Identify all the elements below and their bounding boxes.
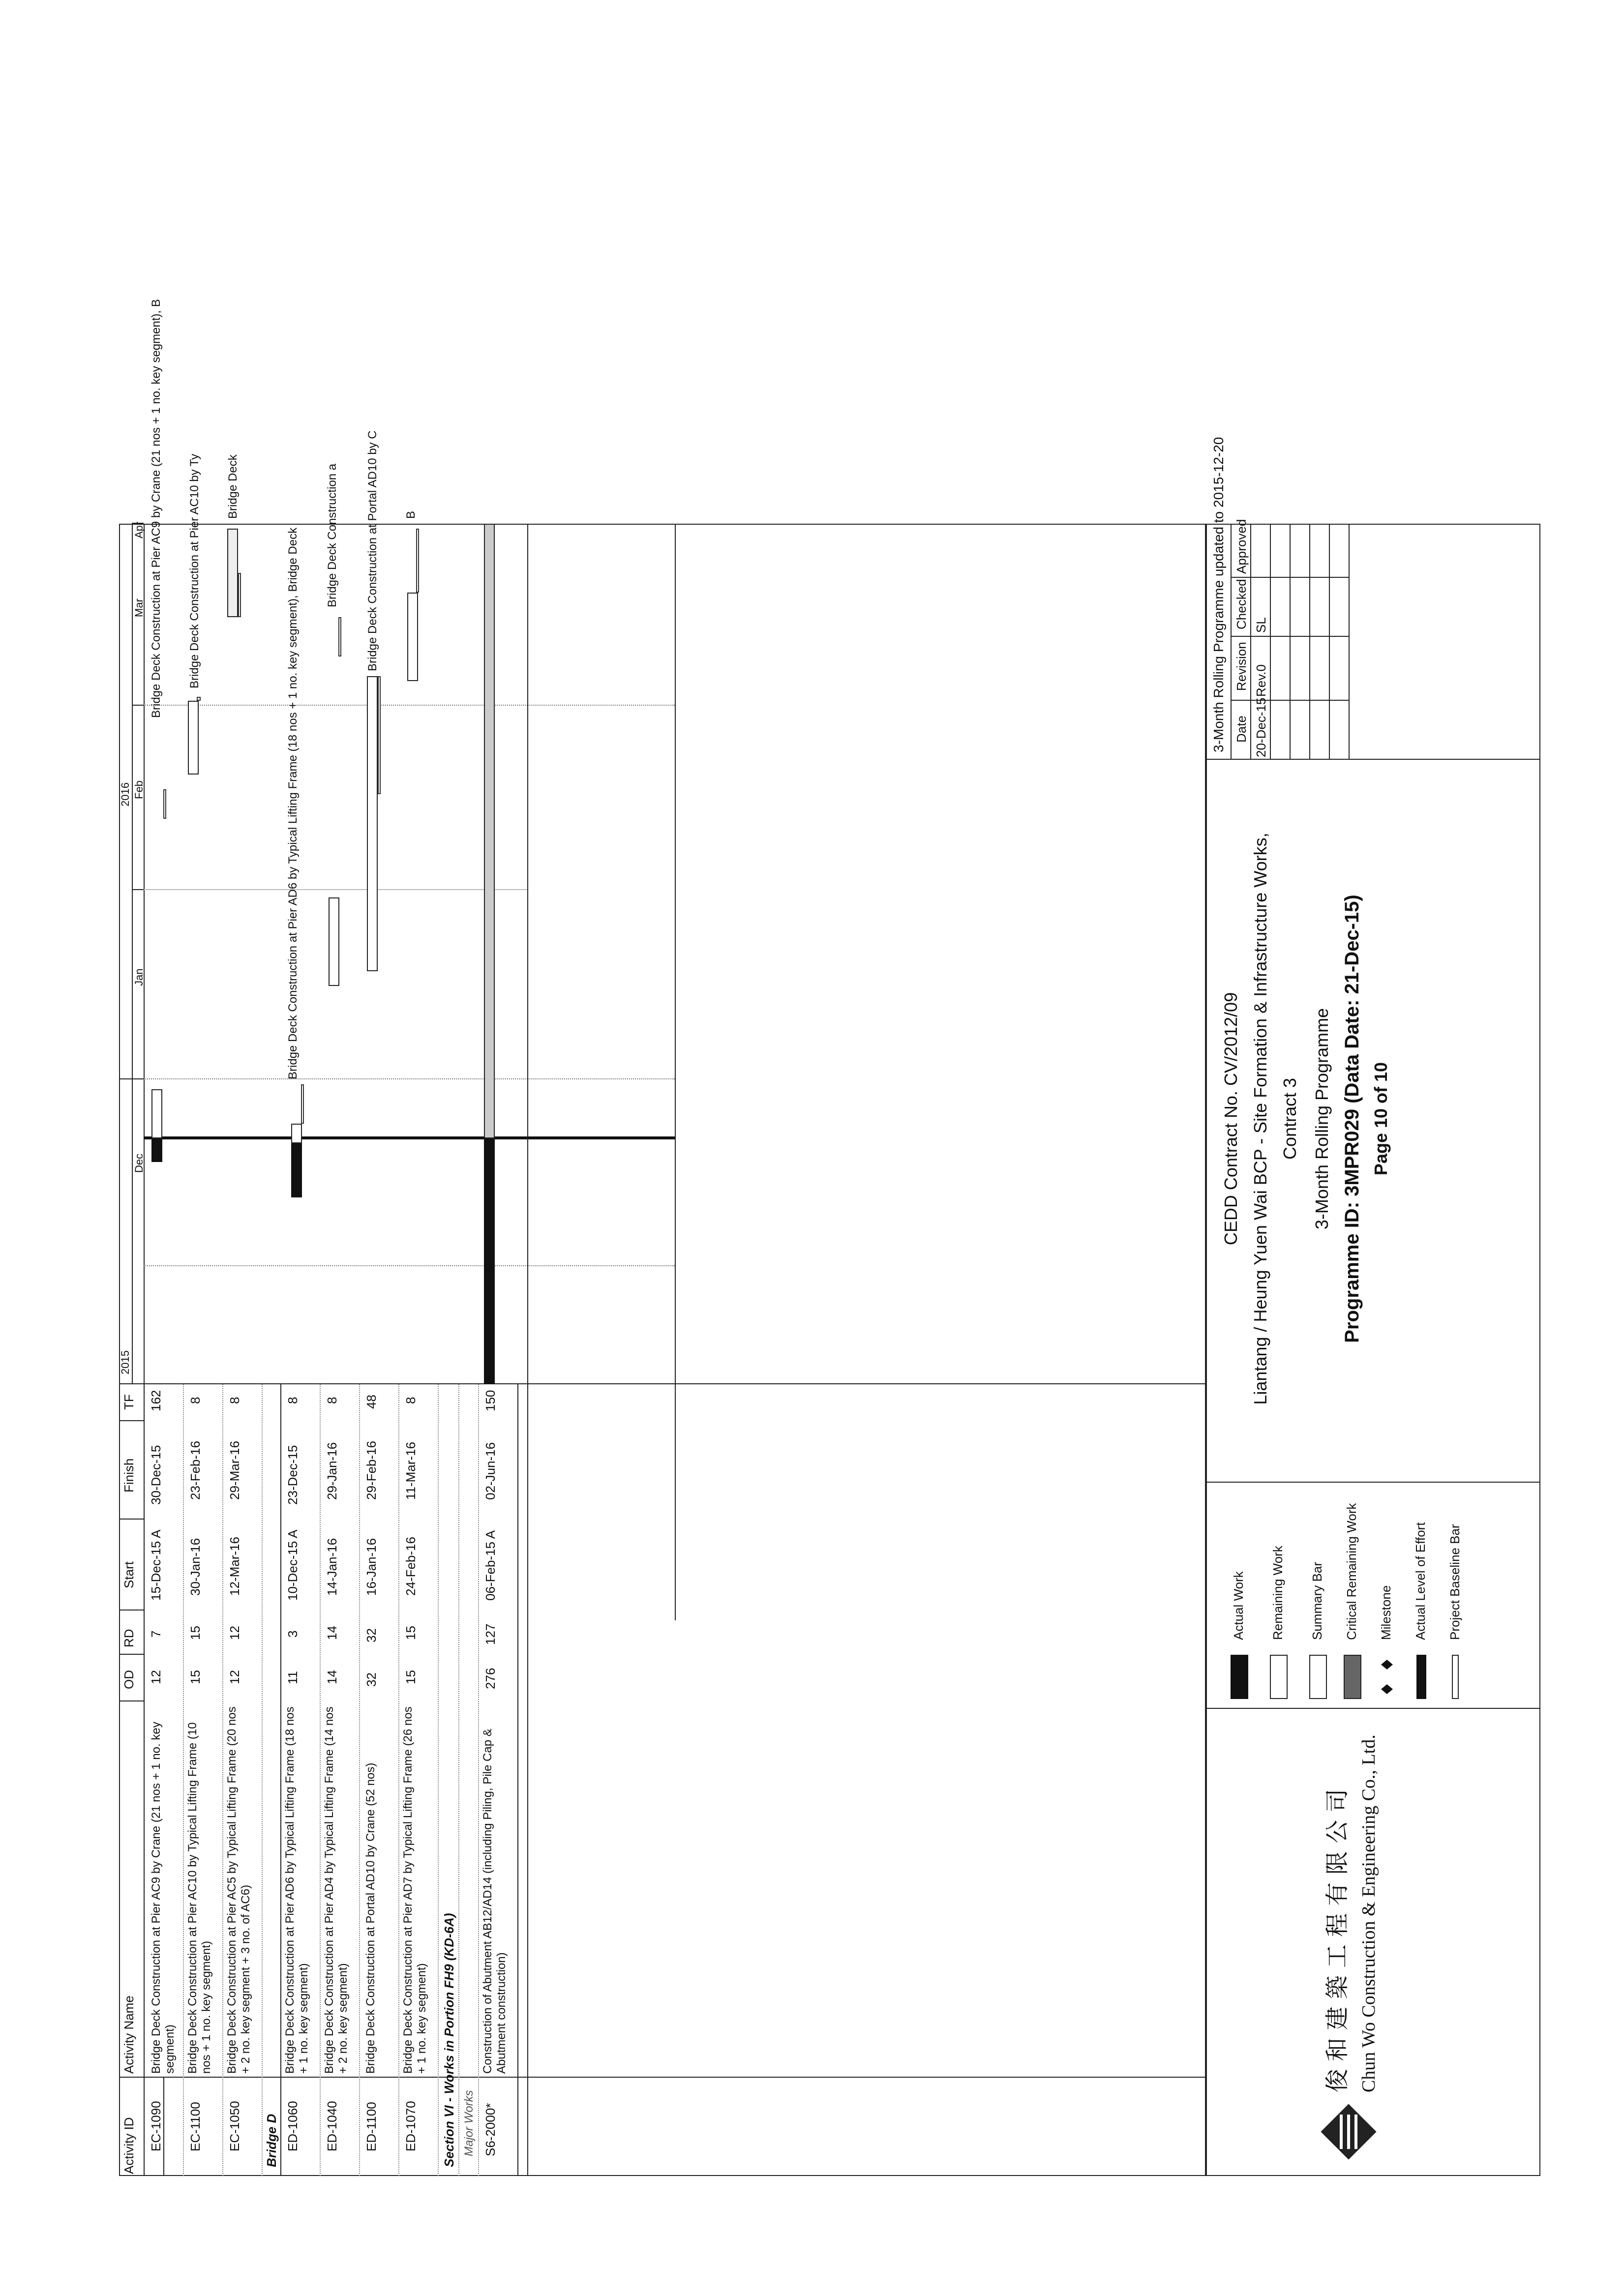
- remaining-work-bar: [407, 593, 418, 681]
- legend-label: Summary Bar: [1310, 1562, 1324, 1640]
- rev-revision: Rev.0: [1254, 664, 1268, 697]
- activity-name: Bridge Deck Construction at Pier AD6 by Typical Lifting Frame (18 nos + 1 no. key segment): [283, 1706, 310, 2074]
- bar-label: B: [404, 510, 418, 519]
- baseline-bar: [416, 529, 419, 593]
- bar-label: Bridge Deck Construction at Pier AC10 by Ty: [188, 453, 201, 688]
- legend-label: Actual Level of Effort: [1413, 1522, 1428, 1640]
- remaining-work-bar: [367, 676, 378, 971]
- baseline-bar: [197, 697, 201, 701]
- baseline-bar: [301, 1084, 304, 1124]
- remaining-work-bar: [227, 529, 238, 617]
- col-start: Start: [121, 1561, 136, 1588]
- col-od: OD: [121, 1670, 136, 1689]
- finish-value: 29-Feb-16: [364, 1441, 379, 1500]
- tf-value: 8: [227, 1397, 242, 1404]
- subsection-heading: Major Works: [462, 2090, 476, 2156]
- remaining-work-bar: [291, 1124, 302, 1143]
- start-value: 24-Feb-16: [403, 1537, 418, 1596]
- legend-label: Critical Remaining Work: [1344, 1503, 1359, 1640]
- remaining-work-bar: [151, 1089, 162, 1138]
- section-heading: Section VI - Works in Portion FH9 (KD-6A): [442, 1913, 456, 2167]
- od-value: 32: [364, 1672, 379, 1687]
- start-value: 15-Dec-15 A: [149, 1529, 163, 1601]
- finish-value: 23-Dec-15: [285, 1445, 300, 1505]
- col-rd: RD: [121, 1629, 136, 1647]
- activity-name: Bridge Deck Construction at Pier AC5 by Typical Lifting Frame (20 nos + 2 no. key segment + 3 no. of AC6): [225, 1706, 252, 2074]
- company-name-en: Chun Wo Construction & Engineering Co., Ltd.: [1358, 1734, 1379, 2092]
- activity-name: Bridge Deck Construction at Portal AD10 by Crane (52 nos): [364, 1762, 377, 2074]
- group-bridge-d: Bridge D: [264, 2114, 279, 2167]
- bar-label: Bridge Deck Construction at Pier AD6 by Typical Lifting Frame (18 nos + 1 no. key segment), Bridge Deck: [286, 527, 300, 1079]
- activity-name: Bridge Deck Construction at Pier AC9 by Crane (21 nos + 1 no. key segment): [150, 1722, 177, 2074]
- tf-value: 48: [364, 1395, 379, 1409]
- rev-header-checked: Checked: [1234, 579, 1249, 629]
- month-mar: Mar: [133, 598, 145, 617]
- contract-label: Contract 3: [1280, 1077, 1300, 1160]
- activity-id: ED-1070: [403, 2101, 418, 2151]
- activity-name: Bridge Deck Construction at Pier AC10 by Typical Lifting Frame (10 nos + 1 no. key segment): [186, 1722, 213, 2074]
- revision-title: 3-Month Rolling Programme updated to 2015-12-20: [1211, 437, 1226, 752]
- rev-checked: SL: [1254, 617, 1268, 633]
- rd-value: 15: [188, 1626, 203, 1640]
- col-finish: Finish: [121, 1458, 136, 1492]
- baseline-bar: [338, 617, 341, 656]
- od-value: 276: [483, 1668, 498, 1689]
- remaining-work-bar: [484, 524, 495, 1138]
- start-value: 06-Feb-15 A: [483, 1530, 498, 1601]
- od-value: 11: [285, 1671, 300, 1684]
- company-name-zh: 俊 和 建 築 工 程 有 限 公 司: [1323, 1789, 1351, 2092]
- rd-value: 32: [364, 1628, 379, 1642]
- bar-label: Bridge Deck Construction at Portal AD10 by C: [366, 430, 379, 671]
- rotated-page: [114, 204, 1540, 2181]
- legend-label: Project Baseline Bar: [1447, 1524, 1462, 1640]
- remaining-work-bar: [329, 897, 339, 986]
- od-value: 12: [227, 1670, 242, 1684]
- activity-id: EC-1090: [149, 2101, 163, 2151]
- start-value: 30-Jan-16: [188, 1538, 203, 1596]
- od-value: 15: [403, 1670, 418, 1684]
- rd-value: 7: [149, 1630, 163, 1638]
- page-number: Page 10 of 10: [1371, 1062, 1391, 1176]
- col-activity-name: Activity Name: [121, 1996, 136, 2074]
- activity-id: ED-1100: [364, 2102, 379, 2151]
- bar-label: Bridge Deck Construction at Pier AC9 by Crane (21 nos + 1 no. key segment), B: [150, 299, 163, 718]
- finish-value: 23-Feb-16: [188, 1441, 203, 1500]
- activity-id: EC-1050: [227, 2101, 242, 2151]
- rd-value: 14: [325, 1626, 339, 1640]
- year-2015: 2015: [119, 1350, 131, 1374]
- finish-value: 29-Mar-16: [227, 1441, 242, 1500]
- rev-date: 20-Dec-15: [1254, 697, 1268, 757]
- baseline-bar: [378, 676, 381, 794]
- od-value: 15: [188, 1670, 203, 1684]
- col-activity-id: Activity ID: [121, 2117, 136, 2174]
- legend-label: Milestone: [1379, 1585, 1393, 1640]
- tf-value: 8: [188, 1397, 203, 1404]
- actual-work-bar: [151, 1138, 162, 1162]
- tf-value: 150: [483, 1390, 498, 1411]
- bar-label: Bridge Deck Construction a: [326, 463, 339, 607]
- project-title: Liantang / Heung Yuen Wai BCP - Site Formation & Infrastructure Works,: [1250, 833, 1270, 1405]
- od-value: 14: [325, 1670, 339, 1684]
- remaining-work-bar: [188, 701, 199, 775]
- start-value: 12-Mar-16: [227, 1537, 242, 1596]
- finish-value: 30-Dec-15: [149, 1445, 163, 1505]
- activity-name: Bridge Deck Construction at Pier AD4 by Typical Lifting Frame (14 nos + 2 no. key segment): [323, 1706, 350, 2074]
- rd-value: 127: [483, 1623, 498, 1645]
- finish-value: 02-Jun-16: [483, 1442, 498, 1500]
- od-value: 12: [149, 1670, 163, 1684]
- activity-name: Construction of Abutment AB12/AD14 (including Piling, Pile Cap & Abutment construction): [481, 1729, 508, 2074]
- start-value: 10-Dec-15 A: [285, 1529, 300, 1601]
- data-date-line: [144, 1136, 675, 1139]
- start-value: 14-Jan-16: [325, 1538, 339, 1596]
- month-apr: Apr: [133, 521, 145, 538]
- actual-work-bar: [291, 1143, 302, 1197]
- contract-number: CEDD Contract No. CV/2012/09: [1221, 992, 1241, 1246]
- programme-id: Programme ID: 3MPR029 (Data Date: 21-Dec-15): [1341, 895, 1363, 1343]
- rd-value: 12: [227, 1626, 242, 1640]
- schedule-table: [119, 521, 1206, 2176]
- baseline-bar: [163, 789, 166, 819]
- rev-header-approved: Approved: [1234, 519, 1249, 574]
- month-jan: Jan: [133, 968, 145, 986]
- rev-header-revision: Revision: [1234, 642, 1249, 691]
- activity-name: Bridge Deck Construction at Pier AD7 by Typical Lifting Frame (26 nos + 1 no. key segment): [401, 1706, 428, 2074]
- tf-value: 8: [285, 1397, 300, 1404]
- finish-value: 11-Mar-16: [403, 1441, 418, 1500]
- legend-label: Actual Work: [1231, 1571, 1246, 1640]
- start-value: 16-Jan-16: [364, 1538, 379, 1596]
- actual-work-bar: [484, 1138, 495, 1384]
- legend-label: Remaining Work: [1270, 1546, 1285, 1640]
- baseline-bar: [238, 573, 241, 617]
- programme-title: 3-Month Rolling Programme: [1312, 1008, 1332, 1230]
- finish-value: 29-Jan-16: [325, 1442, 339, 1500]
- col-tf: TF: [121, 1394, 136, 1410]
- tf-value: 8: [403, 1397, 418, 1404]
- rev-header-date: Date: [1234, 716, 1249, 743]
- bar-label: Bridge Deck: [226, 454, 240, 519]
- tf-value: 8: [325, 1397, 339, 1404]
- activity-id: ED-1040: [325, 2101, 339, 2151]
- rd-value: 15: [403, 1626, 418, 1640]
- year-2016: 2016: [119, 782, 131, 806]
- activity-id: EC-1100: [188, 2102, 203, 2151]
- tf-value: 162: [149, 1390, 163, 1411]
- activity-id: ED-1060: [285, 2101, 300, 2151]
- rd-value: 3: [285, 1630, 300, 1638]
- month-feb: Feb: [133, 780, 145, 799]
- activity-id: S6-2000*: [483, 2103, 498, 2156]
- month-dec: Dec: [133, 1153, 145, 1173]
